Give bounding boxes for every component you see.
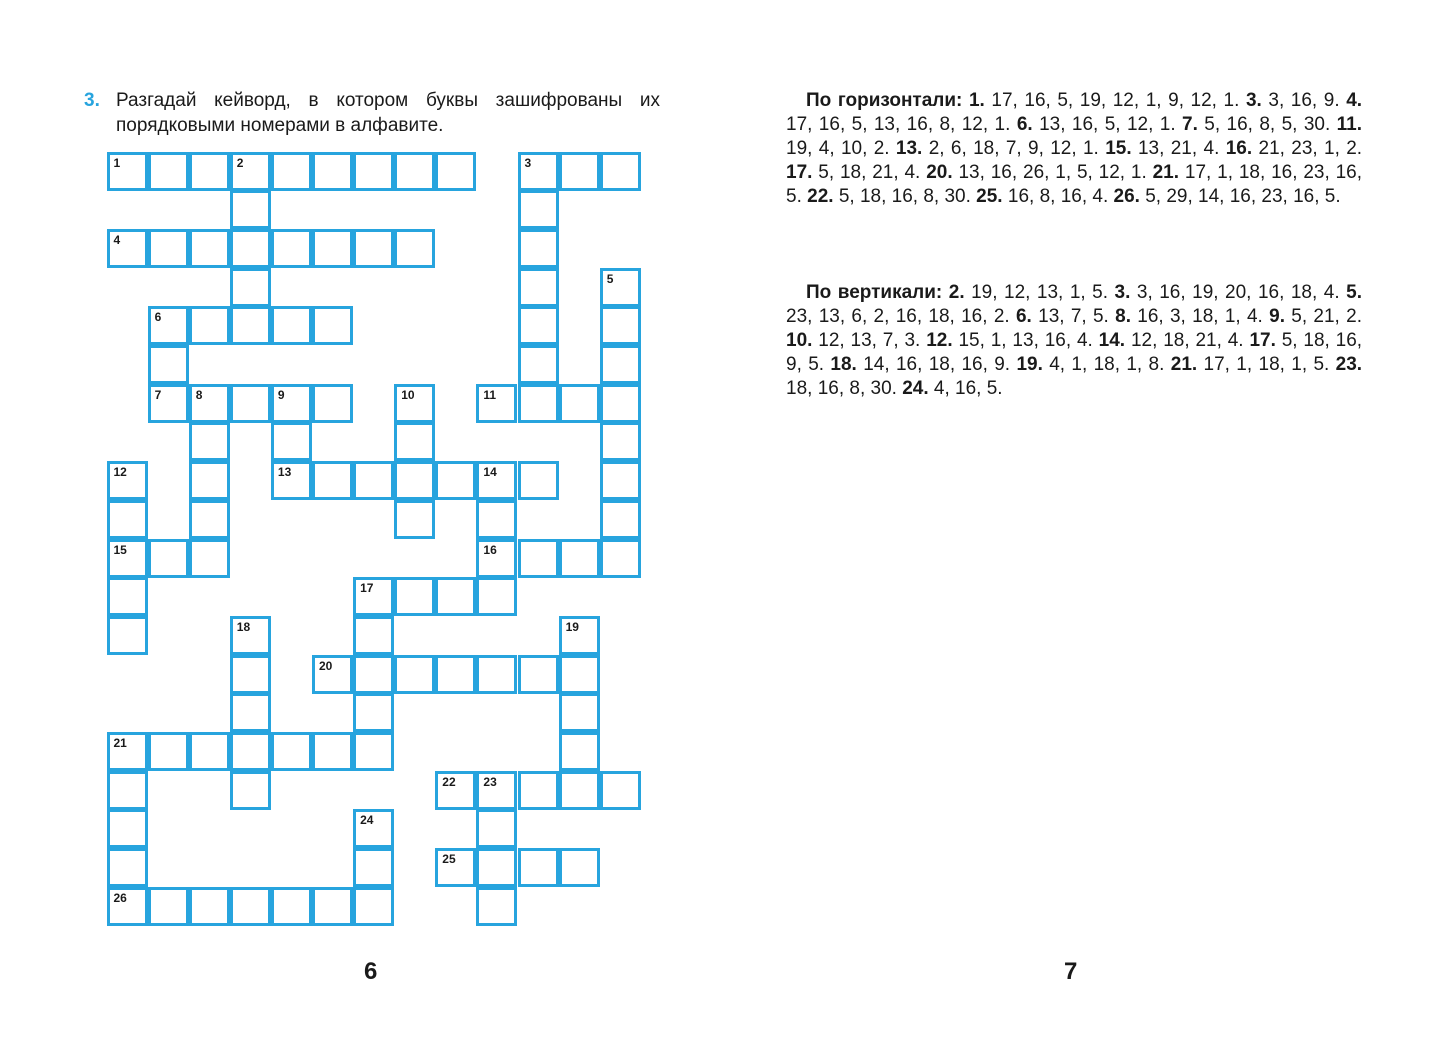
crossword-cell bbox=[230, 384, 271, 423]
cell-number: 14 bbox=[483, 465, 497, 480]
crossword-cell bbox=[189, 461, 230, 500]
crossword-cell bbox=[353, 887, 394, 926]
clues-across-heading: По горизонтали: bbox=[806, 90, 963, 111]
cell-number: 19 bbox=[565, 619, 579, 634]
crossword-cell bbox=[600, 461, 641, 500]
cell-number: 15 bbox=[113, 542, 127, 557]
crossword-cell bbox=[312, 152, 353, 191]
crossword-cell bbox=[107, 229, 148, 268]
cell-number: 22 bbox=[442, 774, 456, 789]
task-text: Разгадай кейворд, в котором буквы зашифрованы их порядковыми номерами в алфавите. bbox=[116, 90, 660, 136]
crossword-cell bbox=[476, 848, 517, 887]
crossword-cell bbox=[107, 771, 148, 810]
crossword-cell bbox=[148, 539, 189, 578]
crossword-cell bbox=[394, 461, 435, 500]
cell-number: 23 bbox=[483, 774, 497, 789]
clue-code: 23, 13, 6, 2, 16, 18, 16, 2. bbox=[786, 306, 1010, 327]
cell-number: 21 bbox=[113, 736, 127, 750]
crossword-cell bbox=[518, 190, 559, 229]
crossword-cell bbox=[189, 384, 230, 423]
crossword-cell bbox=[518, 152, 559, 191]
clue-number: 17. bbox=[1249, 330, 1276, 351]
clue-number: 11. bbox=[1336, 114, 1363, 135]
cell-number: 3 bbox=[524, 155, 532, 170]
cell-number: 12 bbox=[113, 465, 127, 480]
clue-code: 5, 29, 14, 16, 23, 16, 5. bbox=[1145, 186, 1341, 207]
clue-number: 20. bbox=[926, 162, 953, 183]
crossword-cell bbox=[107, 577, 148, 616]
crossword-cell bbox=[600, 500, 641, 539]
clues-down bbox=[786, 281, 1362, 401]
crossword-cell bbox=[189, 732, 230, 771]
clue-number: 25. bbox=[976, 186, 1003, 207]
crossword-cell bbox=[476, 577, 517, 616]
clue-number: 22. bbox=[807, 186, 834, 207]
cell-number: 26 bbox=[113, 890, 127, 905]
cell-number: 9 bbox=[277, 387, 285, 402]
cell-number: 4 bbox=[113, 232, 121, 247]
crossword-cell bbox=[559, 848, 600, 887]
crossword-cell bbox=[353, 809, 394, 848]
clue-number: 7. bbox=[1182, 114, 1198, 135]
clue-code: 13, 7, 5. bbox=[1038, 306, 1109, 327]
clue-number: 21. bbox=[1152, 162, 1180, 183]
crossword-cell bbox=[559, 655, 600, 694]
cell-number: 13 bbox=[277, 465, 292, 480]
clue-code: 12, 18, 21, 4. bbox=[1130, 330, 1244, 351]
clue-number: 6. bbox=[1015, 306, 1032, 327]
clue-code: 5, 18, 16, 8, 30. bbox=[838, 186, 971, 207]
cell-number: 17 bbox=[360, 581, 374, 596]
task-instruction bbox=[84, 88, 660, 138]
crossword-cell bbox=[476, 771, 517, 810]
crossword-cell bbox=[230, 616, 271, 655]
crossword-cell bbox=[230, 152, 271, 191]
clue-code: 16, 8, 16, 4. bbox=[1007, 186, 1109, 207]
crossword-cell bbox=[107, 461, 148, 500]
crossword-cell bbox=[600, 152, 641, 191]
clue-number: 4. bbox=[1346, 90, 1363, 111]
clue-number: 24. bbox=[902, 378, 929, 399]
crossword-cell bbox=[435, 655, 476, 694]
cell-number: 7 bbox=[154, 387, 162, 402]
clue-code: 17, 16, 5, 19, 12, 1, 9, 12, 1. bbox=[991, 90, 1240, 111]
clue-code: 5, 21, 2. bbox=[1291, 306, 1362, 327]
crossword-cell bbox=[559, 771, 600, 810]
clue-code: 15, 1, 13, 16, 4. bbox=[958, 330, 1093, 351]
cell-number: 24 bbox=[360, 813, 374, 828]
crossword-cell bbox=[476, 461, 517, 500]
crossword-cell bbox=[600, 306, 641, 345]
crossword-cell bbox=[148, 229, 189, 268]
clue-code: 3, 16, 19, 20, 16, 18, 4. bbox=[1136, 282, 1340, 303]
clue-code: 13, 16, 5, 12, 1. bbox=[1039, 114, 1176, 135]
crossword-cell bbox=[189, 152, 230, 191]
crossword-cell bbox=[600, 771, 641, 810]
crossword-cell bbox=[271, 461, 312, 500]
clues-across bbox=[786, 89, 1362, 209]
page-number-left: 6 bbox=[364, 958, 378, 985]
crossword-cell bbox=[312, 306, 353, 345]
clue-number: 26. bbox=[1113, 186, 1140, 207]
cell-number: 25 bbox=[442, 852, 456, 867]
crossword-cell bbox=[148, 384, 189, 423]
crossword-cell bbox=[600, 268, 641, 307]
crossword-cell bbox=[353, 152, 394, 191]
crossword-cell bbox=[476, 384, 517, 423]
clue-number: 9. bbox=[1269, 306, 1285, 327]
clue-number: 16. bbox=[1225, 138, 1253, 159]
crossword-cell bbox=[394, 422, 435, 461]
crossword-cell bbox=[476, 539, 517, 578]
crossword-cell bbox=[518, 848, 559, 887]
clue-code: 3, 16, 9. bbox=[1268, 90, 1340, 111]
crossword-cell bbox=[518, 539, 559, 578]
cell-number: 6 bbox=[154, 310, 162, 325]
crossword-cell bbox=[394, 384, 435, 423]
crossword-cell bbox=[107, 887, 148, 926]
crossword-cell bbox=[353, 732, 394, 771]
crossword-cell bbox=[271, 229, 312, 268]
clue-code: 14, 16, 18, 16, 9. bbox=[863, 354, 1011, 375]
crossword-cell bbox=[312, 384, 353, 423]
clue-number: 1. bbox=[968, 90, 985, 111]
cell-number: 5 bbox=[606, 271, 614, 286]
clue-number: 5. bbox=[1346, 282, 1362, 303]
crossword-cell bbox=[230, 655, 271, 694]
crossword-cell bbox=[312, 887, 353, 926]
cell-number: 20 bbox=[319, 658, 333, 673]
crossword-cell bbox=[107, 539, 148, 578]
crossword-cell bbox=[559, 152, 600, 191]
crossword-cell bbox=[353, 461, 394, 500]
cell-number: 16 bbox=[483, 542, 497, 557]
crossword-cell bbox=[312, 732, 353, 771]
clue-code: 5, 16, 8, 5, 30. bbox=[1204, 114, 1331, 135]
crossword-cell bbox=[230, 229, 271, 268]
cell-number: 1 bbox=[113, 155, 121, 170]
crossword-cell bbox=[230, 887, 271, 926]
crossword-cell bbox=[518, 461, 559, 500]
crossword-cell bbox=[353, 848, 394, 887]
crossword-grid bbox=[108, 153, 644, 929]
cell-number: 11 bbox=[483, 387, 497, 402]
crossword-cell bbox=[353, 655, 394, 694]
crossword-cell bbox=[353, 577, 394, 616]
clue-code: 19, 12, 13, 1, 5. bbox=[971, 282, 1109, 303]
clue-code: 19, 4, 10, 2. bbox=[786, 138, 890, 159]
crossword-cell bbox=[476, 809, 517, 848]
crossword-cell bbox=[435, 771, 476, 810]
crossword-cell bbox=[107, 809, 148, 848]
crossword-cell bbox=[148, 152, 189, 191]
crossword-cell bbox=[230, 732, 271, 771]
crossword-cell bbox=[394, 229, 435, 268]
cell-number: 18 bbox=[236, 619, 251, 634]
crossword-cell bbox=[559, 693, 600, 732]
clue-code: 21, 23, 1, 2. bbox=[1258, 138, 1363, 159]
crossword-cell bbox=[435, 577, 476, 616]
clue-number: 14. bbox=[1098, 330, 1126, 351]
crossword-cell bbox=[271, 152, 312, 191]
clue-code: 16, 3, 18, 1, 4. bbox=[1137, 306, 1263, 327]
page-number-right: 7 bbox=[1064, 958, 1078, 985]
crossword-cell bbox=[394, 577, 435, 616]
clue-number: 23. bbox=[1335, 354, 1363, 375]
crossword-cell bbox=[107, 616, 148, 655]
crossword-cell bbox=[600, 422, 641, 461]
clue-code: 17, 1, 18, 1, 5. bbox=[1203, 354, 1330, 375]
crossword-cell bbox=[271, 887, 312, 926]
clue-code: 5, 18, 16, 9, 5. bbox=[786, 330, 1363, 375]
crossword-cell bbox=[394, 500, 435, 539]
crossword-cell bbox=[518, 268, 559, 307]
crossword-cell bbox=[518, 345, 559, 384]
crossword-cell bbox=[148, 345, 189, 384]
crossword-cell bbox=[230, 306, 271, 345]
crossword-cell bbox=[476, 500, 517, 539]
crossword-cell bbox=[518, 306, 559, 345]
crossword-cell bbox=[518, 229, 559, 268]
clue-number: 13. bbox=[895, 138, 923, 159]
crossword-cell bbox=[271, 422, 312, 461]
crossword-cell bbox=[148, 306, 189, 345]
clue-number: 17. bbox=[786, 162, 813, 183]
crossword-cell bbox=[559, 616, 600, 655]
crossword-cell bbox=[518, 384, 559, 423]
clues-down-heading: По вертикали: bbox=[806, 282, 943, 303]
clue-number: 3. bbox=[1245, 90, 1262, 111]
crossword-cell bbox=[312, 229, 353, 268]
crossword-cell bbox=[600, 384, 641, 423]
crossword-cell bbox=[230, 693, 271, 732]
crossword-cell bbox=[353, 693, 394, 732]
clue-code: 5, 18, 21, 4. bbox=[818, 162, 921, 183]
crossword-cell bbox=[271, 384, 312, 423]
clue-code: 13, 21, 4. bbox=[1137, 138, 1220, 159]
clue-code: 18, 16, 8, 30. bbox=[786, 378, 897, 399]
crossword-cell bbox=[271, 306, 312, 345]
crossword-cell bbox=[148, 732, 189, 771]
clue-number: 2. bbox=[948, 282, 965, 303]
crossword-cell bbox=[476, 887, 517, 926]
crossword-cell bbox=[559, 539, 600, 578]
crossword-cell bbox=[435, 152, 476, 191]
crossword-cell bbox=[435, 848, 476, 887]
crossword-cell bbox=[107, 152, 148, 191]
crossword-cell bbox=[559, 384, 600, 423]
crossword-cell bbox=[518, 655, 559, 694]
crossword-cell bbox=[312, 655, 353, 694]
clue-number: 15. bbox=[1105, 138, 1132, 159]
crossword-cell bbox=[230, 268, 271, 307]
crossword-cell bbox=[600, 539, 641, 578]
clue-code: 17, 1, 18, 16, 23, 16, 5. bbox=[786, 162, 1363, 207]
crossword-cell bbox=[518, 771, 559, 810]
crossword-cell bbox=[107, 500, 148, 539]
crossword-cell bbox=[189, 422, 230, 461]
clue-number: 10. bbox=[786, 330, 813, 351]
clue-number: 12. bbox=[926, 330, 953, 351]
clue-number: 6. bbox=[1016, 114, 1033, 135]
crossword-cell bbox=[353, 229, 394, 268]
crossword-cell bbox=[312, 461, 353, 500]
clue-number: 21. bbox=[1170, 354, 1198, 375]
cell-number: 2 bbox=[236, 155, 244, 170]
task-number: 3. bbox=[84, 90, 100, 111]
clue-code: 13, 16, 26, 1, 5, 12, 1. bbox=[958, 162, 1147, 183]
crossword-cell bbox=[230, 190, 271, 229]
clue-number: 18. bbox=[830, 354, 857, 375]
clue-number: 8. bbox=[1115, 306, 1131, 327]
crossword-cell bbox=[189, 306, 230, 345]
crossword-cell bbox=[107, 848, 148, 887]
clue-code: 4, 1, 18, 1, 8. bbox=[1049, 354, 1165, 375]
clue-code: 17, 16, 5, 13, 16, 8, 12, 1. bbox=[786, 114, 1011, 135]
clue-code: 2, 6, 18, 7, 9, 12, 1. bbox=[928, 138, 1099, 159]
cell-number: 8 bbox=[195, 387, 203, 402]
cell-number: 10 bbox=[401, 387, 415, 402]
crossword-cell bbox=[600, 345, 641, 384]
clue-number: 19. bbox=[1016, 354, 1043, 375]
clue-number: 3. bbox=[1114, 282, 1131, 303]
crossword-cell bbox=[271, 732, 312, 771]
clue-code: 4, 16, 5. bbox=[933, 378, 1003, 399]
crossword-cell bbox=[394, 152, 435, 191]
crossword-cell bbox=[189, 539, 230, 578]
crossword-cell bbox=[148, 887, 189, 926]
crossword-cell bbox=[476, 655, 517, 694]
crossword-cell bbox=[189, 887, 230, 926]
crossword-cell bbox=[189, 229, 230, 268]
crossword-cell bbox=[559, 732, 600, 771]
crossword-cell bbox=[107, 732, 148, 771]
clue-code: 12, 13, 7, 3. bbox=[818, 330, 921, 351]
crossword-cell bbox=[435, 461, 476, 500]
crossword-cell bbox=[230, 771, 271, 810]
crossword-cell bbox=[189, 500, 230, 539]
crossword-cell bbox=[394, 655, 435, 694]
crossword-cell bbox=[353, 616, 394, 655]
